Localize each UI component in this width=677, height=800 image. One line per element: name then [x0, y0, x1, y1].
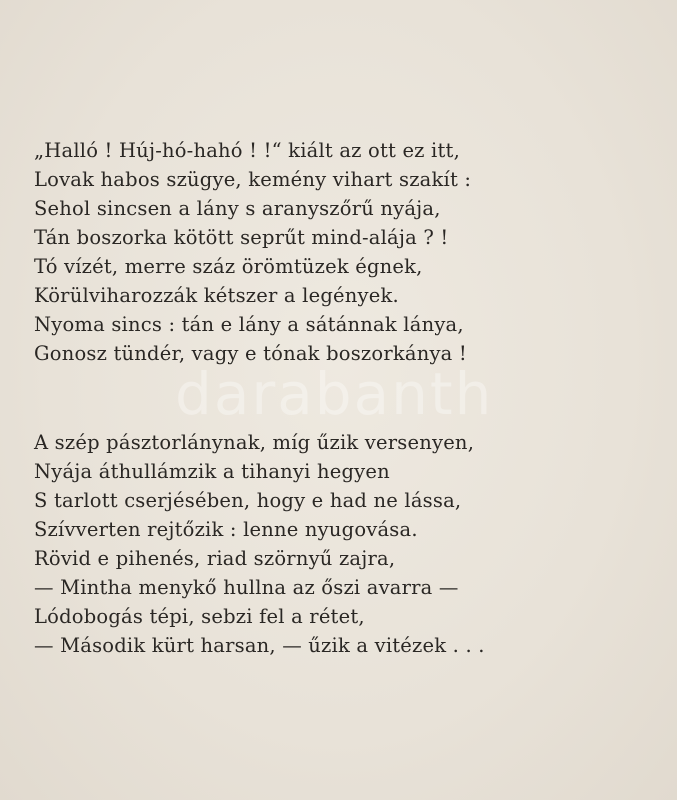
poem-line: Nyája áthullámzik a tihanyi hegyen — [34, 460, 390, 483]
poem-line: Rövid e pihenés, riad szörnyű zajra, — [34, 547, 396, 570]
poem-line: Gonosz tündér, vagy e tónak boszorkánya ! — [34, 342, 467, 365]
poem-line: A szép pásztorlánynak, míg űzik versenyen, — [34, 431, 475, 454]
watermark: darabanth — [175, 360, 494, 428]
stanza-1 — [34, 136, 471, 368]
stanza-2 — [34, 428, 485, 660]
poem-line: Szívverten rejtőzik : lenne nyugovása. — [34, 518, 418, 541]
poem-line: Sehol sincsen a lány s aranyszőrű nyája, — [34, 197, 441, 220]
poem-line: Lovak habos szügye, kemény vihart szakít : — [34, 168, 472, 191]
poem-line: Tán boszorka kötött seprűt mind-alája ? ! — [34, 226, 449, 249]
poem-line: Nyoma sincs : tán e lány a sátánnak lánya, — [34, 313, 464, 336]
poem-line: Lódobogás tépi, sebzi fel a rétet, — [34, 605, 365, 628]
poem-line: „Halló ! Húj-hó-hahó ! !“ kiált az ott ez itt, — [34, 139, 460, 162]
poem-line: — Második kürt harsan, — űzik a vitézek . . . — [34, 634, 485, 657]
poem-line: — Mintha menykő hullna az őszi avarra — — [34, 576, 459, 599]
poem-line: Körülviharozzák kétszer a legények. — [34, 284, 399, 307]
poem-line: Tó vízét, merre száz örömtüzek égnek, — [34, 255, 423, 278]
poem-line: S tarlott cserjésében, hogy e had ne lássa, — [34, 489, 462, 512]
